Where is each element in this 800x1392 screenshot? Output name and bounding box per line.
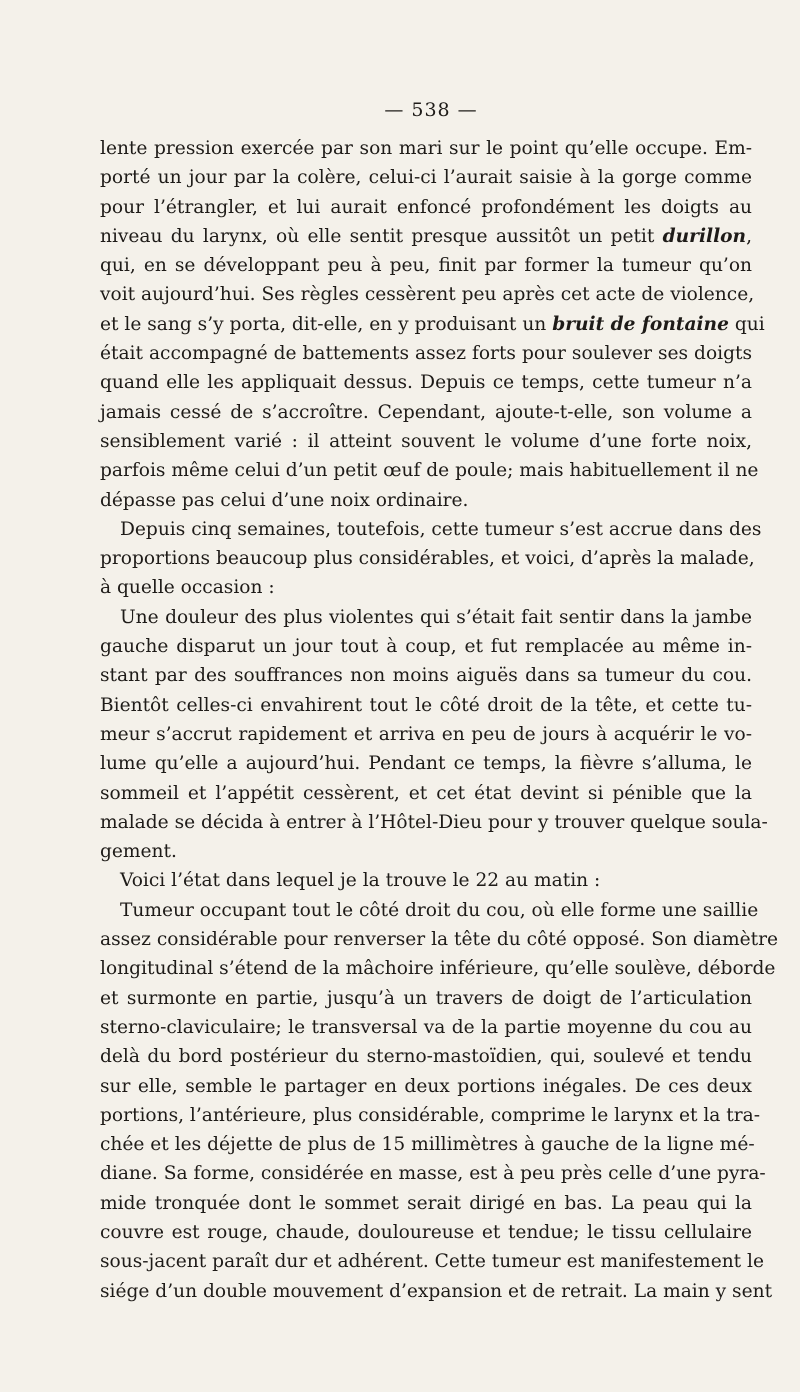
text-line: pour l’étrangler, et lui aurait enfoncé profondément les doigts au (100, 196, 752, 218)
text-line: delà du bord postérieur du sterno-mastoïdien, qui, soulevé et tendu (100, 1046, 752, 1068)
text-line: dépasse pas celui d’une noix ordinaire. (100, 489, 469, 511)
italic-term: durillon (662, 225, 747, 247)
text-line: chée et les déjette de plus de 15 millimètres à gauche de la ligne mé- (100, 1134, 755, 1156)
text-line: malade se décida à entrer à l’Hôtel-Dieu pour y trouver quelque soula- (100, 811, 768, 833)
text-segment: qui (728, 313, 765, 335)
text-line (100, 222, 752, 251)
text-line: Voici l’état dans lequel je la trouve le 22 au matin : (120, 870, 601, 892)
text-line: jamais cessé de s’accroître. Cependant, ajoute-t-elle, son volume a (100, 401, 752, 423)
text-line: lume qu’elle a aujourd’hui. Pendant ce temps, la fièvre s’alluma, le (100, 753, 752, 775)
text-line: voit aujourd’hui. Ses règles cessèrent peu après cet acte de violence, (100, 284, 755, 306)
body-text (100, 134, 778, 1306)
text-line: porté un jour par la colère, celui-ci l’aurait saisie à la gorge comme (100, 167, 752, 189)
text-line: Depuis cinq semaines, toutefois, cette tumeur s’est accrue dans des (120, 518, 762, 540)
text-segment: niveau du larynx, où elle sentit presque aussitôt un petit (100, 225, 663, 247)
text-line: gement. (100, 841, 177, 863)
text-line: Bientôt celles-ci envahirent tout le côté droit de la tête, et cette tu- (100, 694, 752, 716)
text-line: parfois même celui d’un petit œuf de poule; mais habituellement il ne (100, 460, 759, 482)
text-line: portions, l’antérieure, plus considérable, comprime le larynx et la tra- (100, 1104, 760, 1126)
text-line: longitudinal s’étend de la mâchoire inférieure, qu’elle soulève, déborde (100, 958, 776, 980)
text-line: lente pression exercée par son mari sur le point qu’elle occupe. Em- (100, 138, 752, 159)
text-line: couvre est rouge, chaude, douloureuse et tendue; le tissu cellulaire (100, 1221, 752, 1243)
text-line: mide tronquée dont le sommet serait dirigé en bas. La peau qui la (100, 1192, 752, 1214)
text-line: sur elle, semble le partager en deux portions inégales. De ces deux (100, 1075, 752, 1097)
text-line: gauche disparut un jour tout à coup, et fut remplacée au même in- (100, 636, 752, 658)
text-line: et surmonte en partie, jusqu’à un travers de doigt de l’articulation (100, 987, 752, 1009)
page-number: — 538 — (384, 99, 478, 121)
text-line: à quelle occasion : (100, 577, 275, 599)
text-line (100, 310, 765, 339)
text-line: stant par des souffrances non moins aiguës dans sa tumeur du cou. (100, 665, 752, 687)
text-line: quand elle les appliquait dessus. Depuis ce temps, cette tumeur n’a (100, 372, 752, 394)
text-line: diane. Sa forme, considérée en masse, est à peu près celle d’une pyra- (100, 1163, 766, 1185)
text-line: sous-jacent paraît dur et adhérent. Cette tumeur est manifestement le (100, 1251, 765, 1273)
text-segment: , (746, 225, 752, 247)
text-line: assez considérable pour renverser la tête du côté opposé. Son diamètre (100, 929, 778, 951)
text-line: sterno-claviculaire; le transversal va de la partie moyenne du cou au (100, 1016, 752, 1038)
italic-term: bruit de fontaine (552, 313, 729, 335)
text-line: siége d’un double mouvement d’expansion et de retrait. La main y sent (100, 1280, 773, 1302)
text-line: meur s’accrut rapidement et arriva en peu de jours à acquérir le vo- (100, 723, 752, 745)
text-segment: et le sang s’y porta, dit-elle, en y produisant un (100, 313, 553, 335)
text-line: proportions beaucoup plus considérables, et voici, d’après la malade, (100, 548, 755, 570)
text-line: Une douleur des plus violentes qui s’était fait sentir dans la jambe (120, 606, 752, 628)
text-line: Tumeur occupant tout le côté droit du cou, où elle forme une saillie (120, 899, 759, 921)
text-line: qui, en se développant peu à peu, finit par former la tumeur qu’on (100, 255, 752, 277)
text-line: sommeil et l’appétit cessèrent, et cet état devint si pénible que la (100, 782, 752, 804)
text-line: était accompagné de battements assez forts pour soulever ses doigts (100, 343, 752, 365)
text-line: sensiblement varié : il atteint souvent le volume d’une forte noix, (100, 430, 752, 452)
